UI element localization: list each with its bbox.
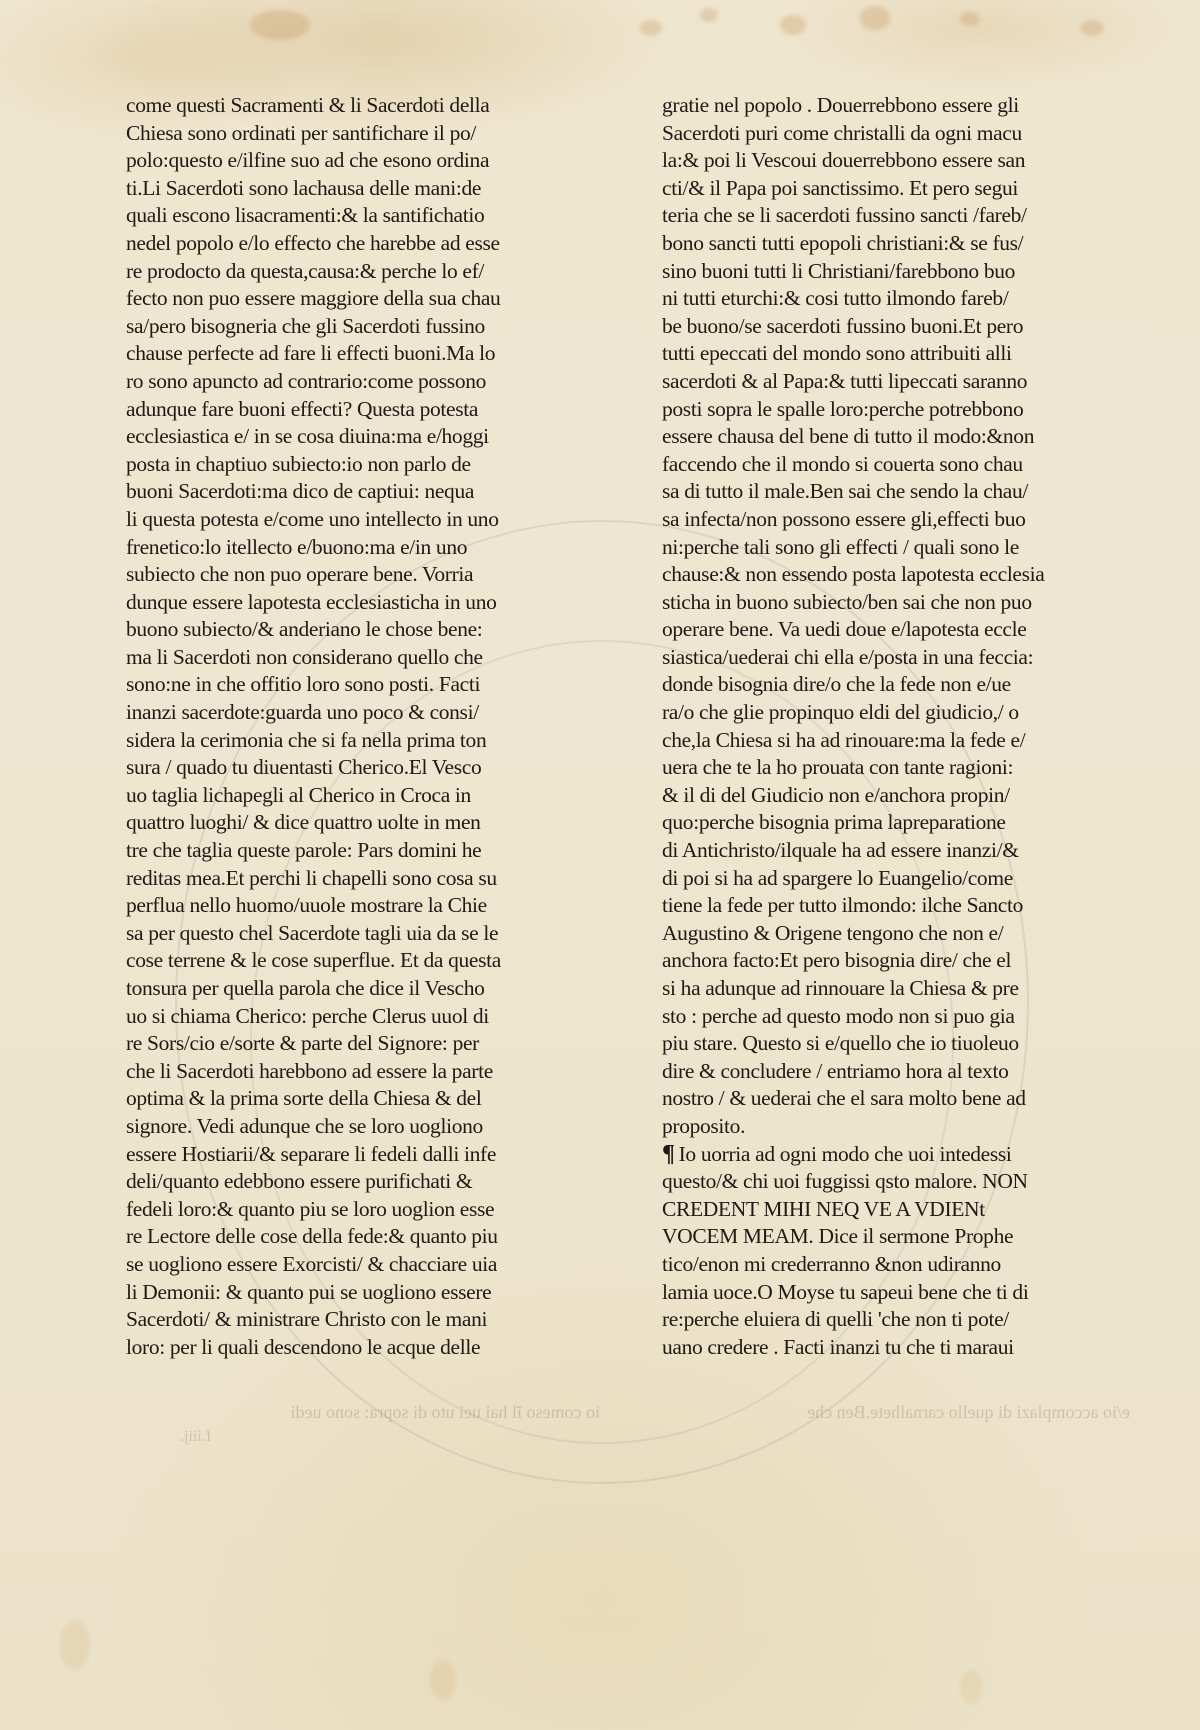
text-line [662,506,1132,534]
foxing-stain [960,1670,982,1704]
text-line-content: questo/& chi uoi fuggissi qsto malore. NON [662,1169,1028,1194]
text-line-content: & il di del Giudicio non e/anchora propin/ [662,782,1010,807]
text-line [126,947,566,975]
text-line [126,1058,566,1086]
text-line [126,506,566,534]
text-line [126,865,566,893]
text-line-content: di Antichristo/ilquale ha ad essere inanzi/& [662,838,1019,863]
text-line-content: adunque fare buoni effecti? Questa potesta [126,396,479,421]
text-line-content: di poi si ha ad spargere lo Euangelio/come [662,865,1013,890]
text-line-content: che,la Chiesa si ha ad rinouare:ma la fede e/ [662,727,1026,752]
text-line [126,975,566,1003]
text-line-content: ni:perche tali sono gli effecti / quali sono le [662,534,1019,559]
text-line [126,837,566,865]
text-line-content: chause:& non essendo posta lapotesta ecclesia [662,562,1045,587]
text-line-content: teria che se li sacerdoti fussino sancti /fareb/ [662,203,1027,228]
text-line-content: quattro luoghi/ & dice quattro uolte in men [126,810,481,835]
text-line [126,1334,566,1362]
text-line-content: posta in chaptiuo subiecto:io non parlo de [126,451,471,476]
text-line-content: reditas mea.Et perchi li chapelli sono cosa su [126,865,497,890]
text-line-content: be buono/se sacerdoti fussino buoni.Et pero [662,313,1024,338]
text-line [662,1279,1132,1307]
text-line [662,699,1132,727]
text-line-content: ti.Li Sacerdoti sono lachausa delle mani:de [126,175,482,200]
text-line [662,478,1132,506]
text-line-content: uo taglia lichapegli al Cherico in Croca in [126,782,471,807]
text-line [662,1058,1132,1086]
text-line-content: quo:perche bisognia prima lapreparatione [662,810,1006,835]
text-line [126,285,566,313]
text-line-content: CREDENT MIHI NEQ VE A VDIENt [662,1196,985,1221]
text-line [662,1141,1132,1169]
text-line [662,561,1132,589]
text-line [662,1223,1132,1251]
text-line [662,671,1132,699]
text-line-content: bono sancti tutti epopoli christiani:& se fus/ [662,230,1024,255]
text-line [662,1085,1132,1113]
text-line [662,1334,1132,1362]
text-line-content: perflua nello huomo/uuole mostrare la Chie [126,893,487,918]
show-through-signature: f.iiij. [180,1428,212,1445]
show-through-text: e/io accomplazi di quello carnalhete.Ben che [807,1402,1130,1422]
foxing-stain [700,8,718,22]
text-line [126,1141,566,1169]
text-line [662,147,1132,175]
text-line [126,644,566,672]
text-column-left [126,92,566,1361]
text-line-content: uera che te la ho prouata con tante ragioni: [662,755,1014,780]
text-line-content: Chiesa sono ordinati per santifichare il po/ [126,120,477,145]
text-line [662,1168,1132,1196]
text-line-content: frenetico:lo itellecto e/buono:ma e/in uno [126,534,468,559]
foxing-stain [250,10,310,40]
text-line [662,1003,1132,1031]
text-line [126,313,566,341]
text-line [126,1085,566,1113]
show-through-text: io comeso ĩl hai uei uto di sopra: sono uedi [290,1402,600,1422]
text-line-content: quali escono lisacramenti:& la santifichatio [126,203,485,228]
text-line-content: loro: per li quali descendono le acque delle [126,1334,481,1359]
text-line [662,340,1132,368]
text-column-right [662,92,1132,1361]
text-line [126,175,566,203]
text-line [662,727,1132,755]
text-line-content: proposito. [662,1113,746,1138]
text-line [662,258,1132,286]
text-line-content: essere chausa del bene di tutto il modo:&non [662,424,1035,449]
text-line [662,202,1132,230]
text-line-content: dire & concludere / entriamo hora al texto [662,1058,1009,1083]
text-line-content: sto : perche ad questo modo non si puo gia [662,1003,1015,1028]
text-line-content: re Sors/cio e/sorte & parte del Signore: per [126,1031,479,1056]
text-line [126,368,566,396]
text-line [662,1113,1132,1141]
text-line-content: VOCEM MEAM. Dice il sermone Prophe [662,1224,1014,1249]
text-line [126,478,566,506]
text-line [126,1030,566,1058]
text-line [126,782,566,810]
text-line-content: fedeli loro:& quanto piu se loro uoglion esse [126,1196,495,1221]
text-line-content: si ha adunque ad rinnouare la Chiesa & pre [662,976,1019,1000]
text-line-content: polo:questo e/ilfine suo ad che esono ordina [126,148,490,173]
text-line [126,423,566,451]
text-line-content: come questi Sacramenti & li Sacerdoti della [126,93,490,117]
text-line [126,1196,566,1224]
text-line [662,589,1132,617]
text-line-content: tico/enon mi crederranno &non udiranno [662,1251,1001,1276]
text-line [662,892,1132,920]
text-line [126,561,566,589]
text-line [126,147,566,175]
text-line [662,285,1132,313]
text-line [662,616,1132,644]
text-line-content: donde bisognia dire/o che la fede non e/ue [662,672,1011,697]
foxing-stain [1080,20,1104,36]
text-line [126,451,566,479]
text-line [126,258,566,286]
text-line [662,1306,1132,1334]
text-line-content: essere Hostiarii/& separare li fedeli dalli infe [126,1141,497,1166]
text-line-content: anchora facto:Et pero bisognia dire/ che el [662,948,1012,973]
text-line-content: li Demonii: & quanto pui se uogliono essere [126,1279,492,1304]
text-line-content: Sacerdoti/ & ministrare Christo con le mani [126,1307,488,1332]
text-line [662,175,1132,203]
text-line-content: buono subiecto/& anderiano le chose bene: [126,617,483,642]
text-line-content: sa infecta/non possono essere gli,effecti buo [662,506,1026,531]
text-line-content: faccendo che il mondo si couerta sono chau [662,451,1023,476]
text-line-content: la:& poi li Vescoui douerrebbono essere san [662,148,1026,173]
text-line [126,1251,566,1279]
text-line [126,754,566,782]
foxing-stain [960,12,980,26]
text-line [126,202,566,230]
text-line [126,671,566,699]
text-line-content: sura / quado tu diuentasti Cherico.El Vesco [126,755,482,780]
text-line-content: siastica/uederai chi ella e/posta in una feccia: [662,644,1034,669]
text-line-content: re:perche eluiera di quelli 'che non ti pote/ [662,1307,1009,1332]
text-line-content: ma li Sacerdoti non considerano quello che [126,644,483,669]
text-line [126,120,566,148]
text-line-content: sino buoni tutti li Christiani/farebbono buo [662,258,1016,283]
text-line [126,230,566,258]
text-line [126,616,566,644]
text-line-content: ra/o che glie propinquo eldi del giudicio,/ o [662,700,1019,725]
foxing-stain [640,20,662,36]
text-line-content: tiene la fede per tutto ilmondo: ilche Sancto [662,893,1023,918]
text-line-content: gratie nel popolo . Douerrebbono essere gli [662,93,1019,117]
text-line [126,589,566,617]
text-line-content: sa/pero bisogneria che gli Sacerdoti fussino [126,313,485,338]
text-line [662,644,1132,672]
text-line-content: dunque essere lapotesta ecclesiasticha in uno [126,589,497,614]
text-line-content: sa di tutto il male.Ben sai che sendo la chau/ [662,479,1029,504]
text-line-content: operare bene. Va uedi doue e/lapotesta eccle [662,617,1027,642]
text-line [662,534,1132,562]
text-line-content: sono:ne in che offitio loro sono posti. Facti [126,672,481,697]
text-line-content: re Lectore delle cose della fede:& quanto piu [126,1224,498,1249]
text-line-content: buoni Sacerdoti:ma dico de captiui: nequa [126,479,475,504]
text-line-content: li questa potesta e/come uno intellecto in uno [126,506,499,531]
text-line-content: tre che taglia queste parole: Pars domini he [126,838,482,863]
foxing-stain [860,6,890,30]
text-line-content: ecclesiastica e/ in se cosa diuina:ma e/hoggi [126,424,489,449]
text-line [126,727,566,755]
text-line [662,782,1132,810]
text-line [126,396,566,424]
text-line [662,313,1132,341]
foxing-stain [430,1660,456,1700]
text-line-content: sacerdoti & al Papa:& tutti lipeccati saranno [662,368,1028,393]
text-line-content: chause perfecte ad fare li effecti buoni.Ma lo [126,341,496,366]
text-line-content: cti/& il Papa poi sanctissimo. Et pero segui [662,175,1019,200]
text-line-content: subiecto che non puo operare bene. Vorria [126,562,474,587]
text-line-content: ro sono apuncto ad contrario:come possono [126,368,487,393]
text-line [126,1003,566,1031]
text-line-content: uo si chiama Cherico: perche Clerus uuol di [126,1003,489,1028]
text-line-content: tutti epeccati del mondo sono attribuiti alli [662,341,1012,366]
text-line [126,92,566,120]
paragraph-mark-icon: ¶ [662,1140,675,1167]
text-line [126,1223,566,1251]
text-line-content: piu stare. Questo si e/quello che io tiuoleuo [662,1031,1019,1056]
text-line-content: sticha in buono subiecto/ben sai che non puo [662,589,1032,614]
text-line-content: Io uorria ad ogni modo che uoi intedessi [678,1141,1012,1166]
text-line-content: sa per questo chel Sacerdote tagli uia da se le [126,920,499,945]
text-line-content: uano credere . Facti inanzi tu che ti maraui [662,1334,1014,1359]
text-line [126,809,566,837]
text-line-content: signore. Vedi adunque che se loro uogliono [126,1113,483,1138]
text-line [662,92,1132,120]
text-line [662,837,1132,865]
text-line-content: che li Sacerdoti harebbono ad essere la parte [126,1058,493,1083]
text-line [662,1030,1132,1058]
text-line [126,892,566,920]
text-line-content: ni tutti eturchi:& cosi tutto ilmondo fareb/ [662,286,1009,311]
text-line-content: fecto non puo essere maggiore della sua chau [126,286,501,311]
text-line [662,423,1132,451]
text-line [126,920,566,948]
text-line [126,1279,566,1307]
text-line [126,699,566,727]
text-line [126,1113,566,1141]
text-line [662,368,1132,396]
text-line-content: tonsura per quella parola che dice il Vescho [126,976,485,1000]
text-line [662,809,1132,837]
text-line-content: lamia uoce.O Moyse tu sapeui bene che ti di [662,1279,1029,1304]
text-line [662,865,1132,893]
text-line-content: re prodocto da questa,causa:& perche lo ef/ [126,258,485,283]
text-line-content: nedel popolo e/lo effecto che harebbe ad esse [126,230,500,255]
text-line [662,230,1132,258]
text-line [126,534,566,562]
text-line [126,1306,566,1334]
foxing-stain [780,15,806,35]
text-line [662,1196,1132,1224]
text-line [662,1251,1132,1279]
text-line [662,947,1132,975]
text-line [126,1168,566,1196]
text-line-content: optima & la prima sorte della Chiesa & del [126,1086,482,1111]
text-line [662,975,1132,1003]
text-line-content: Sacerdoti puri come christalli da ogni macu [662,120,1022,145]
text-line [662,754,1132,782]
text-line [126,340,566,368]
text-line-content: nostro / & uederai che el sara molto bene ad [662,1086,1026,1111]
text-line [662,120,1132,148]
text-line-content: posti sopra le spalle loro:perche potrebbono [662,396,1024,421]
text-line-content: deli/quanto edebbono essere purifichati & [126,1169,473,1194]
text-line-content: se uogliono essere Exorcisti/ & chacciare uia [126,1251,498,1276]
text-line [662,451,1132,479]
text-line-content: cose terrene & le cose superflue. Et da questa [126,948,501,973]
text-line [662,920,1132,948]
foxing-stain [60,1620,90,1670]
text-line-content: sidera la cerimonia che si fa nella prima ton [126,727,487,752]
text-line-content: inanzi sacerdote:guarda uno poco & consi/ [126,700,479,725]
text-line-content: Augustino & Origene tengono che non e/ [662,920,1004,945]
text-line [662,396,1132,424]
